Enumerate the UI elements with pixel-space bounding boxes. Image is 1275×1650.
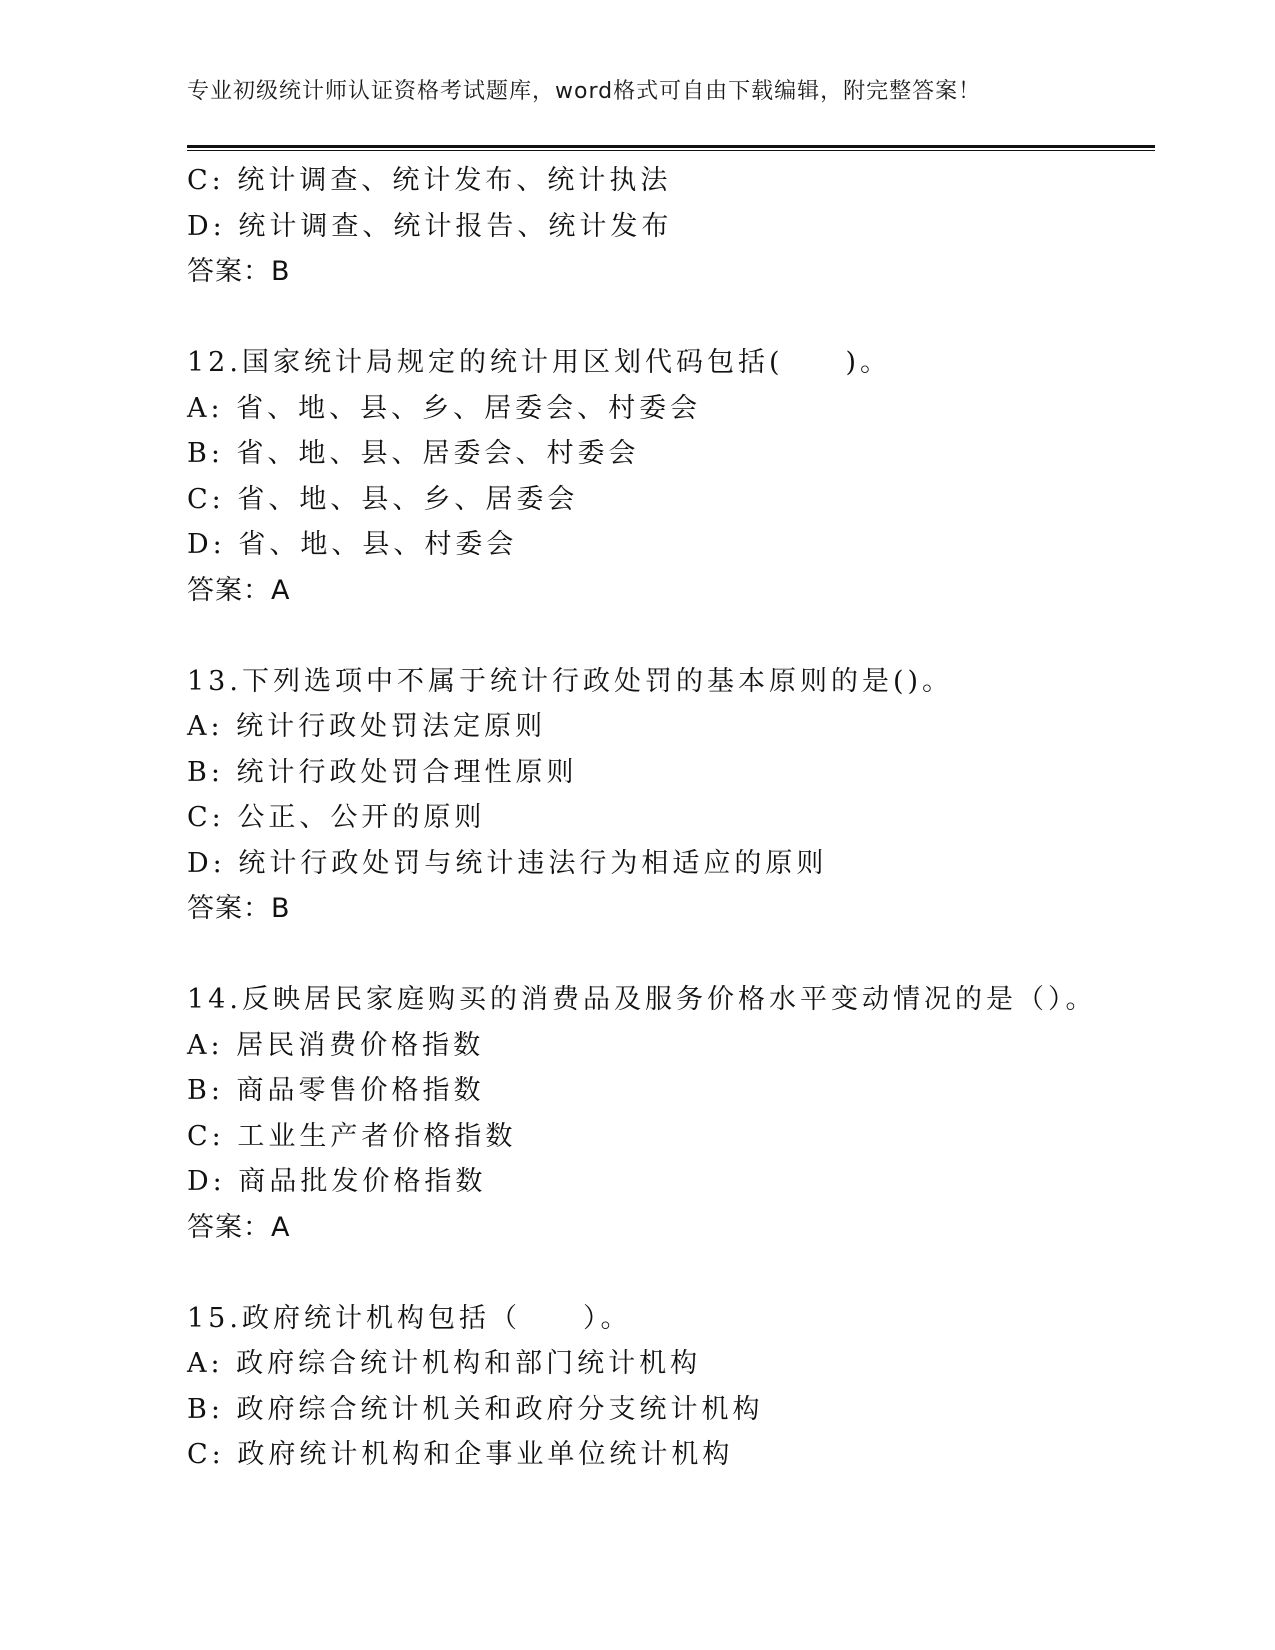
question-list	[187, 158, 1147, 1478]
question-stem: 15.政府统计机构包括（ ）。	[187, 1302, 632, 1334]
option-a: A: 政府综合统计机构和部门统计机构	[187, 1348, 702, 1379]
header-rule-thin	[187, 150, 1155, 151]
spacer	[187, 613, 1147, 659]
answer-line: 答案：A	[187, 574, 291, 606]
question-stem: 13.下列选项中不属于统计行政处罚的基本原则的是()。	[187, 665, 954, 697]
answer-line: 答案：A	[187, 1211, 291, 1243]
spacer	[187, 1250, 1147, 1296]
question-stem: 14.反映居民家庭购买的消费品及服务价格水平变动情况的是（）。	[187, 984, 1097, 1015]
option-c: C: 政府统计机构和企事业单位统计机构	[187, 1439, 734, 1470]
spacer	[187, 932, 1147, 978]
answer-line: 答案：B	[187, 256, 291, 287]
page-header: 专业初级统计师认证资格考试题库，word格式可自由下载编辑，附完整答案！	[187, 79, 982, 104]
question-stem: 12.国家统计局规定的统计用区划代码包括( )。	[187, 347, 892, 378]
question-13	[187, 659, 1147, 932]
header-rule-thick	[187, 145, 1155, 148]
option-c: C: 省、地、县、乡、居委会	[187, 483, 579, 515]
answer-line: 答案：B	[187, 893, 291, 924]
option-a: A: 居民消费价格指数	[187, 1029, 485, 1061]
option-c: C: 工业生产者价格指数	[187, 1120, 517, 1152]
option-c: C: 统计调查、统计发布、统计执法	[187, 165, 672, 196]
option-b: B: 统计行政处罚合理性原则	[187, 756, 578, 788]
option-d: D: 商品批发价格指数	[187, 1166, 487, 1197]
option-a: A: 省、地、县、乡、居委会、村委会	[187, 392, 702, 424]
option-b: B: 省、地、县、居委会、村委会	[187, 438, 640, 469]
option-d: D: 统计行政处罚与统计违法行为相适应的原则	[187, 847, 828, 879]
option-d: D: 统计调查、统计报告、统计发布	[187, 210, 673, 242]
option-b: B: 政府综合统计机关和政府分支统计机构	[187, 1393, 764, 1425]
option-a: A: 统计行政处罚法定原则	[187, 711, 547, 742]
question-11-tail	[187, 158, 1147, 295]
option-c: C: 公正、公开的原则	[187, 802, 486, 833]
question-14	[187, 977, 1147, 1250]
question-15	[187, 1296, 1147, 1478]
option-b: B: 商品零售价格指数	[187, 1075, 485, 1106]
question-12	[187, 340, 1147, 613]
spacer	[187, 295, 1147, 341]
option-d: D: 省、地、县、村委会	[187, 529, 518, 560]
